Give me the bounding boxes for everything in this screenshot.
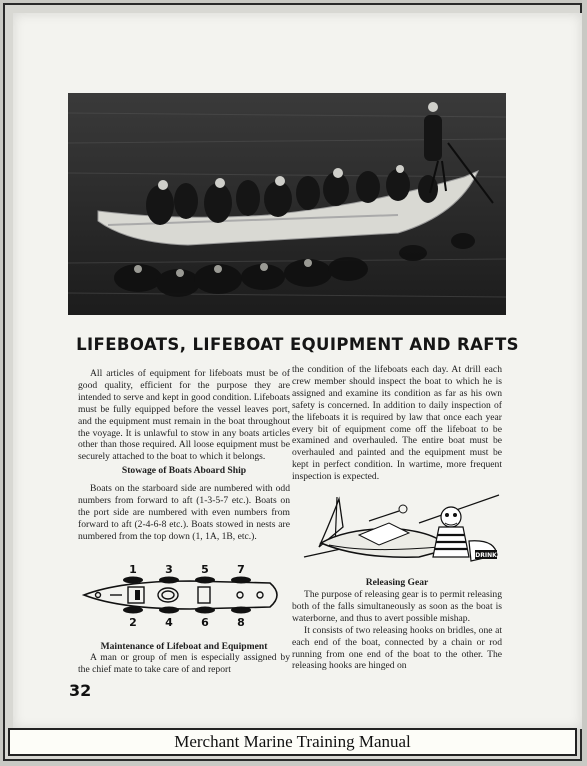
diagram-number-7: 7 — [237, 563, 245, 576]
diagram-number-1: 1 — [129, 563, 137, 576]
lifeboat-crew-photo — [68, 93, 506, 315]
releasing-body — [292, 589, 502, 672]
right-column — [292, 364, 502, 483]
diagram-number-6: 6 — [201, 616, 209, 629]
releasing-gear-cartoon — [299, 487, 504, 571]
maintenance-body — [78, 652, 290, 676]
stowage-heading: Stowage of Boats Aboard Ship — [121, 465, 247, 477]
diagram-number-5: 5 — [201, 563, 209, 576]
diagram-number-8: 8 — [237, 616, 245, 629]
maintenance-heading: Maintenance of Lifeboat and Equipment — [100, 641, 268, 652]
page-headline: LIFEBOATS, LIFEBOAT EQUIPMENT AND RAFTS — [76, 335, 519, 354]
manual-caption: Merchant Marine Training Manual — [8, 728, 577, 756]
diagram-number-3: 3 — [165, 563, 173, 576]
maintenance-paragraph: A man or group of men is especially assigned by the chief mate to take care of and report — [78, 652, 290, 675]
releasing-paragraph-1: The purpose of releasing gear is to permit releasing both of the falls simultaneously as soon as the boat is waterborne, and thus to avert possible mishap. — [292, 589, 502, 624]
left-column — [78, 368, 290, 543]
intro-paragraph: All articles of equipment for lifeboats must be of good quality, efficient for the purpose they are intended to serve and kept in good condition. Lifeboats must be fully equipped before the vessel leaves port, and the equipment must remain in the boat throughout the voyage. It is unlawful to stow in any boats articles other than those required. All loose equipment must be securely attached to the boat to which it belongs. — [78, 368, 290, 463]
diagram-number-2: 2 — [129, 616, 137, 629]
drink-label: DRINK — [475, 552, 497, 559]
releasing-heading: Releasing Gear — [365, 577, 429, 588]
photo-illustration — [68, 93, 506, 315]
manual-page — [13, 13, 582, 729]
page-number: 32 — [69, 681, 92, 700]
stowage-paragraph: Boats on the starboard side are numbered with odd numbers from forward to aft (1-3-5-7 etc.). Boats on the port side are numbered with even numbers from forward to aft (2-4-6-8 etc.). Boats stowed in nests are numbered from the top down (1, 1A, 1B, etc.). — [78, 483, 290, 542]
inspection-paragraph: the condition of the lifeboats each day. At drill each crew member should inspect the boat to which he is assigned and examine its condition as far as his own safety is concerned. In addition to daily inspection of the lifeboats it is required by law that once each year every bit of equipment come off the lifeboat to be examined and overhauled. The entire boat must be overhauled and painted and the equipment must be kept in perfect condition. In wartime, more frequent inspection is expected. — [292, 364, 502, 483]
releasing-paragraph-2: It consists of two releasing hooks on bridles, one at each end of the boat, connected by a chain or rod running from one end of the boat to the other. The releasing hooks are hinged on — [292, 624, 502, 672]
document-frame — [3, 3, 582, 761]
diagram-number-4: 4 — [165, 616, 173, 629]
boat-numbering-diagram — [80, 563, 290, 633]
